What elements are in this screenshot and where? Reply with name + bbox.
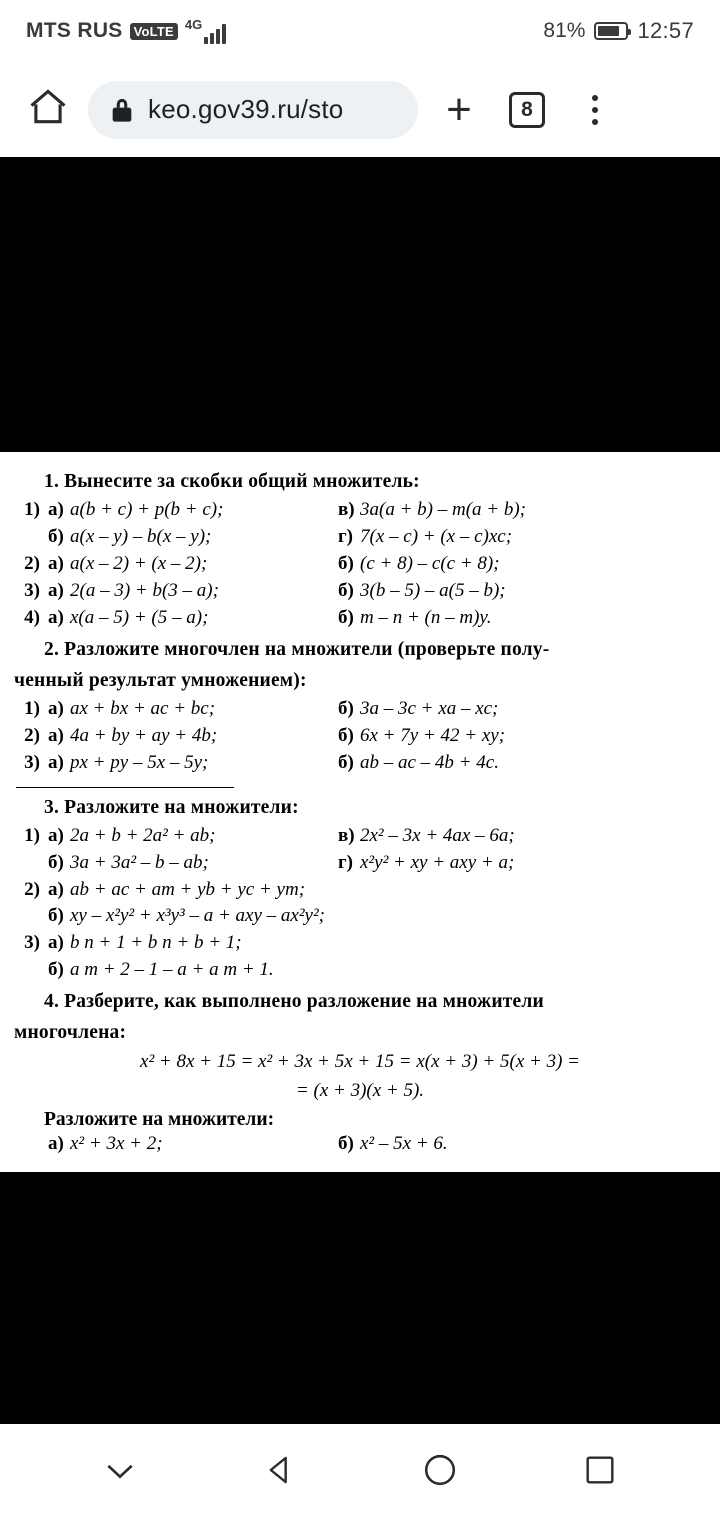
row-part-b: б) m – n + (n – m)y. (338, 606, 492, 628)
row-number: 3) (24, 932, 40, 954)
home-button[interactable] (22, 84, 74, 136)
row-number: 4) (24, 606, 40, 628)
new-tab-button[interactable] (432, 83, 486, 137)
signal-bars-icon (204, 22, 226, 44)
browser-menu-button[interactable] (568, 83, 622, 137)
exercise-2-heading: 2. Разложите многочлен на множители (проверьте полу- (44, 638, 550, 660)
row-number: 2) (24, 724, 40, 746)
battery-percent-label: 81% (543, 19, 586, 42)
hide-keyboard-button[interactable] (85, 1437, 155, 1507)
chevron-down-icon (100, 1450, 140, 1495)
tab-switcher-button[interactable] (500, 83, 554, 137)
row-part-b: б) (c + 8) – c(c + 8); (338, 552, 500, 574)
row-part-b: в) 3a(a + b) – m(a + b); (338, 498, 526, 520)
volte-badge: VoLTE (130, 23, 178, 40)
lock-icon (110, 96, 134, 124)
row-part-a: а) a(b + c) + p(b + c); (48, 498, 224, 520)
exercise-4-formula-line-1: x² + 8x + 15 = x² + 3x + 5x + 15 = x(x + 3) + 5(x + 3) = (140, 1051, 580, 1073)
row-part-b: г) 7(x – c) + (x – c)xc; (338, 525, 513, 547)
exercise-3-row (14, 877, 706, 904)
row-number: 3) (24, 579, 40, 601)
row-number: 2) (24, 552, 40, 574)
exercise-4-heading: 4. Разберите, как выполнено разложение на множители (44, 991, 544, 1013)
row-part-a: а) px + py – 5x – 5y; (48, 751, 209, 773)
url-bar[interactable] (88, 81, 418, 139)
exercise-2-row (14, 696, 706, 723)
back-button[interactable] (245, 1437, 315, 1507)
signal-indicator (185, 18, 226, 44)
page-viewport[interactable] (0, 157, 720, 1424)
exercise-1-row (14, 497, 706, 524)
exercise-1-row (14, 551, 706, 578)
home-icon (26, 85, 70, 134)
clock-label: 12:57 (637, 18, 694, 43)
row-part-b: б) 3(b – 5) – a(5 – b); (338, 579, 506, 601)
tab-count-badge: 8 (509, 92, 545, 128)
plus-icon: + (446, 84, 472, 134)
row-part-a: а) 2a + b + 2a² + ab; (48, 824, 216, 846)
exercise-2-row (14, 750, 706, 777)
exercise-4-subheading: Разложите на множители: (44, 1109, 275, 1131)
exercise-3-row (14, 930, 706, 957)
status-bar-left (26, 18, 226, 44)
row-part-a: б) xy – x²y² + x³y³ – a + axy – ax²y²; (48, 905, 325, 927)
recents-square-icon (583, 1453, 617, 1492)
row-part-a: а) x² + 3x + 2; (48, 1133, 163, 1155)
exercise-4-tasks (14, 1131, 706, 1158)
row-part-a: а) ab + ac + am + yb + yc + ym; (48, 878, 306, 900)
row-part-b: б) 6x + 7y + 42 + xy; (338, 724, 506, 746)
row-number: 3) (24, 751, 40, 773)
browser-toolbar (0, 62, 720, 157)
row-part-b: б) 3a – 3c + xa – xc; (338, 697, 499, 719)
section-divider (16, 787, 234, 788)
row-part-b: б) x² – 5x + 6. (338, 1133, 448, 1155)
row-number: 1) (24, 697, 40, 719)
exercise-1-heading: 1. Вынесите за скобки общий множитель: (44, 471, 420, 492)
exercise-3-heading: 3. Разложите на множители: (44, 796, 299, 818)
system-navigation-bar (0, 1424, 720, 1520)
exercise-3-row (14, 823, 706, 850)
exercise-3-row (14, 850, 706, 877)
url-text: keo.gov39.ru/sto (148, 94, 344, 124)
exercise-2-row (14, 723, 706, 750)
exercise-1-row (14, 524, 706, 551)
back-triangle-icon (263, 1453, 297, 1492)
row-part-a: а) b n + 1 + b n + b + 1; (48, 932, 242, 954)
row-part-a: а) 2(a – 3) + b(3 – a); (48, 579, 219, 601)
row-part-b: г) x²y² + xy + axy + a; (338, 851, 515, 873)
row-part-a: б) a m + 2 – 1 – a + a m + 1. (48, 959, 274, 981)
network-type-label: 4G (184, 17, 203, 32)
row-part-a: а) 4a + by + ay + 4b; (48, 724, 218, 746)
textbook-scan-image[interactable] (0, 452, 720, 1172)
status-bar (0, 0, 720, 62)
kebab-menu-icon (592, 95, 598, 125)
recents-button[interactable] (565, 1437, 635, 1507)
exercise-3-row (14, 957, 706, 984)
status-bar-right (543, 18, 694, 44)
battery-icon (594, 22, 628, 40)
row-number: 1) (24, 498, 40, 520)
row-part-a: а) x(a – 5) + (5 – a); (48, 606, 209, 628)
exercise-4-heading-cont: многочлена: (14, 1022, 127, 1044)
exercise-4-formula-line-2: = (x + 3)(x + 5). (295, 1079, 425, 1101)
row-part-a: б) 3a + 3a² – b – ab; (48, 851, 209, 873)
row-number: 2) (24, 878, 40, 900)
row-part-a: б) a(x – y) – b(x – y); (48, 525, 212, 547)
row-number: 1) (24, 824, 40, 846)
exercise-2-heading-cont: ченный результат умножением): (14, 669, 307, 691)
row-part-b: б) ab – ac – 4b + 4c. (338, 751, 499, 773)
home-circle-icon (422, 1452, 458, 1493)
exercise-1-row (14, 605, 706, 632)
carrier-label: MTS RUS (26, 19, 123, 42)
row-part-a: а) a(x – 2) + (x – 2); (48, 552, 208, 574)
exercise-1-row (14, 578, 706, 605)
row-part-a: а) ax + bx + ac + bc; (48, 697, 216, 719)
home-button-nav[interactable] (405, 1437, 475, 1507)
row-part-b: в) 2x² – 3x + 4ax – 6a; (338, 824, 515, 846)
exercise-3-row (14, 903, 706, 930)
